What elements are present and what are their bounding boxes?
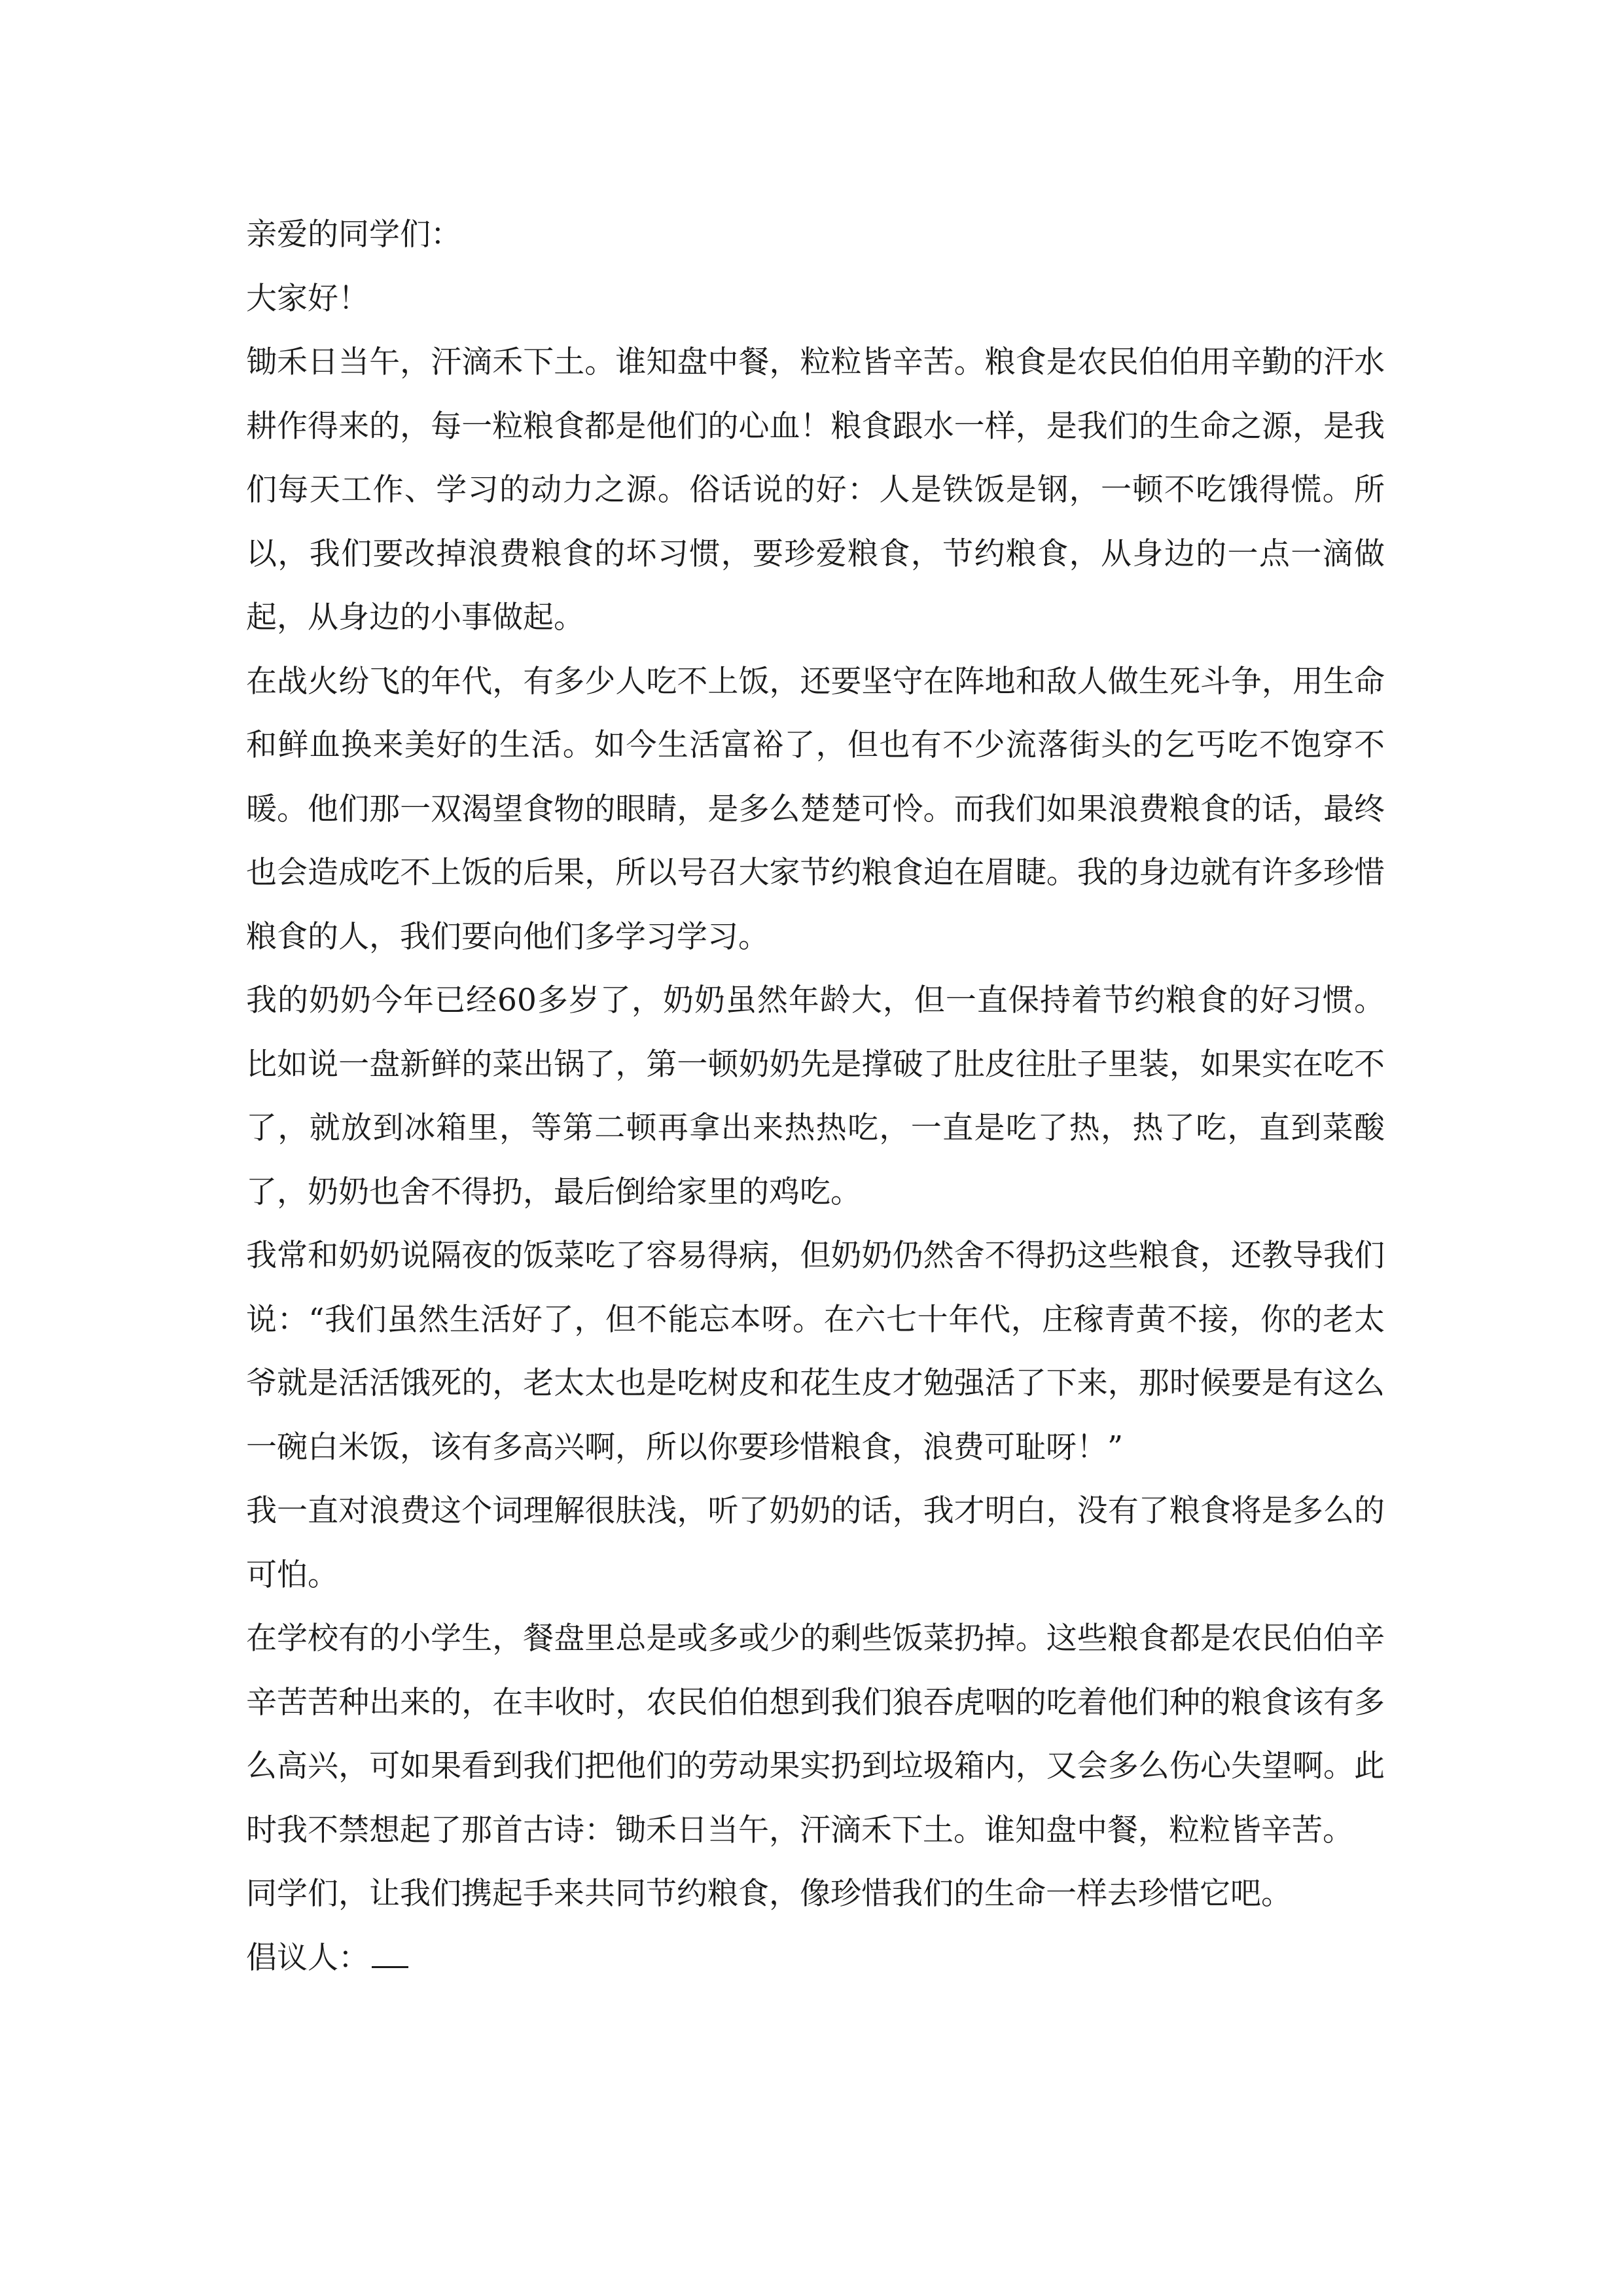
paragraph: 在学校有的小学生，餐盘里总是或多或少的剩些饭菜扔掉。这些粮食都是农民伯伯辛辛苦苦种出来的，在丰收时，农民伯伯想到我们狼吞虎咽的吃着他们种的粮食该有多么高兴，可如果看到我们把他们的劳动果实扔到垃圾箱内，又会多么伤心失望啊。此时我不禁想起了那首古诗：锄禾日当午，汗滴禾下土。谁知盘中餐，粒粒皆辛苦。 [246,1621,1385,1848]
greeting: 大家好！ [246,280,369,317]
signature [246,1926,1385,1990]
salutation: 亲爱的同学们： [246,217,461,253]
paragraph: 锄禾日当午，汗滴禾下土。谁知盘中餐，粒粒皆辛苦。粮食是农民伯伯用辛勤的汗水耕作得来的，每一粒粮食都是他们的心血！粮食跟水一样，是我们的生命之源，是我们每天工作、学习的动力之源。俗话说的好：人是铁饭是钢，一顿不吃饿得慌。所以，我们要改掉浪费粮食的坏习惯，要珍爱粮食，节约粮食，从身边的一点一滴做起，从身边的小事做起。 [246,344,1385,636]
paragraph: 我常和奶奶说隔夜的饭菜吃了容易得病，但奶奶仍然舍不得扔这些粮食，还教导我们说：“我们虽然生活好了，但不能忘本呀。在六七十年代，庄稼青黄不接，你的老太爷就是活活饿死的，老太太也是吃树皮和花生皮才勉强活了下来，那时候要是有这么一碗白米饭，该有多高兴啊，所以你要珍惜粮食，浪费可耻呀！” [246,1238,1385,1465]
letter-body [246,203,1385,1990]
paragraph: 我的奶奶今年已经60多岁了，奶奶虽然年龄大，但一直保持着节约粮食的好习惯。比如说一盘新鲜的菜出锅了，第一顿奶奶先是撑破了肚皮往肚子里装，如果实在吃不了，就放到冰箱里，等第二顿再拿出来热热吃，一直是吃了热，热了吃，直到菜酸了，奶奶也舍不得扔，最后倒给家里的鸡吃。 [246,982,1385,1210]
signature-label: 倡议人： [246,1939,369,1976]
paragraph: 同学们，让我们携起手来共同节约粮食，像珍惜我们的生命一样去珍惜它吧。 [246,1876,1292,1912]
paragraph: 在战火纷飞的年代，有多少人吃不上饭，还要坚守在阵地和敌人做生死斗争，用生命和鲜血换来美好的生活。如今生活富裕了，但也有不少流落街头的乞丐吃不饱穿不暖。他们那一双渴望食物的眼睛，是多么楚楚可怜。而我们如果浪费粮食的话，最终也会造成吃不上饭的后果，所以号召大家节约粮食迫在眉睫。我的身边就有许多珍惜粮食的人，我们要向他们多学习学习。 [246,663,1385,955]
signature-blank [372,1937,408,1968]
paragraph: 我一直对浪费这个词理解很肤浅，听了奶奶的话，我才明白，没有了粮食将是多么的可怕。 [246,1493,1385,1593]
